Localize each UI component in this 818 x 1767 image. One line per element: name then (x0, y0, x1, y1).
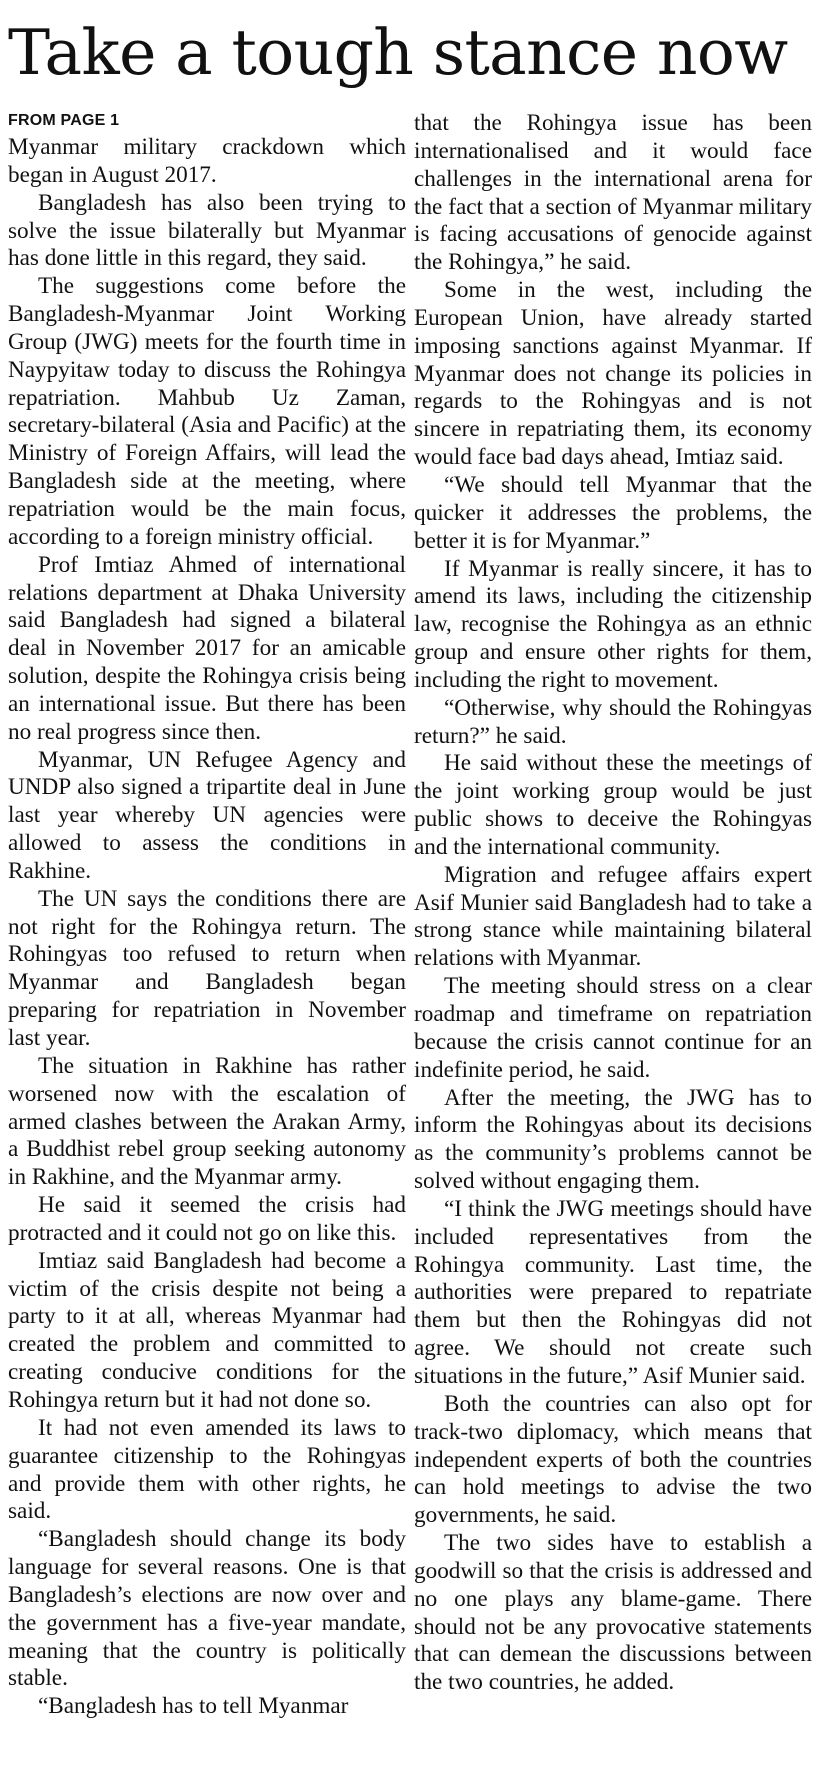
continued-from-label: FROM PAGE 1 (8, 112, 120, 129)
article-paragraph: Bangladesh has also been trying to solve the issue bilaterally but Myanmar has done little in this regard, they said. (8, 189, 406, 272)
article-paragraph: “Bangladesh has to tell Myanmar (38, 1693, 349, 1720)
article-paragraph: that the Rohingya issue has been internationalised and it would face challenges in the international arena for the fact that a section of Myanmar military is facing accusations of genocide against the Rohingya,” he said. (414, 110, 812, 276)
article-headline: Take a tough stance now (8, 16, 788, 89)
article-paragraph: The suggestions come before the Bangladesh-Myanmar Joint Working Group (JWG) meets for the fourth time in Naypyitaw today to discuss the Rohingya repatriation. Mahbub Uz Zaman, secretary-bilateral (Asia and Pacific) at the Ministry of Foreign Affairs, will lead the Bangladesh side at the meeting, where repatriation would be the main focus, according to a foreign ministry official. (8, 273, 406, 550)
article-paragraph: It had not even amended its laws to guarantee citizenship to the Rohingyas and provide them with other rights, he said. (8, 1414, 406, 1525)
article-paragraph: He said without these the meetings of the joint working group would be just public shows to deceive the Rohingyas and the international community. (414, 750, 812, 860)
right-column (414, 110, 812, 1697)
article-paragraph: He said it seemed the crisis had protracted and it could not go on like this. (8, 1192, 406, 1246)
article-paragraph: Some in the west, including the European Union, have already started imposing sanctions against Myanmar. If Myanmar does not change its policies in regards to the Rohingyas and is not sincere in repatriating them, its economy would face bad days ahead, Imtiaz said. (414, 277, 812, 471)
article-paragraph: Imtiaz said Bangladesh had become a victim of the crisis despite not being a party to it at all, whereas Myanmar had created the problem and committed to creating conducive conditions for the Rohingya return but it had not done so. (8, 1247, 406, 1413)
left-column (8, 110, 406, 1721)
article-paragraph: “We should tell Myanmar that the quicker it addresses the problems, the better it is for Myanmar.” (414, 471, 812, 554)
article-paragraph: If Myanmar is really sincere, it has to amend its laws, including the citizenship law, recognise the Rohingya as an ethnic group and ensure other rights for them, including the right to movement. (414, 555, 812, 693)
article-paragraph: Prof Imtiaz Ahmed of international relations department at Dhaka University said Bangladesh had signed a bilateral deal in November 2017 for an amicable solution, despite the Rohingya crisis being an international issue. But there has been no real progress since then. (8, 551, 406, 745)
article-paragraph: The UN says the conditions there are not right for the Rohingya return. The Rohingyas too refused to return when Myanmar and Bangladesh began preparing for repatriation in November last year. (8, 885, 406, 1051)
article-paragraph: “Otherwise, why should the Rohingyas return?” he said. (414, 694, 812, 749)
article-paragraph: “I think the JWG meetings should have included representatives from the Rohingya community. Last time, the authorities were prepared to repatriate them but then the Rohingyas did not agree. We should not create such situations in the future,” Asif Munier said. (414, 1195, 812, 1389)
article-paragraph: Migration and refugee affairs expert Asif Munier said Bangladesh had to take a strong stance while maintaining bilateral relations with Myanmar. (414, 861, 812, 972)
article-paragraph: Both the countries can also opt for track-two diplomacy, which means that independent experts of both the countries can hold meetings to advise the two governments, he said. (414, 1390, 812, 1529)
article-paragraph: Myanmar military crackdown which began in August 2017. (8, 134, 406, 188)
article-paragraph: The two sides have to establish a goodwill so that the crisis is addressed and no one plays any blame-game. There should not be any provocative statements that can demean the discussions between the two countries, he added. (414, 1530, 812, 1696)
article-paragraph: After the meeting, the JWG has to inform the Rohingyas about its decisions as the community’s problems cannot be solved without engaging them. (414, 1084, 812, 1195)
article-paragraph: Myanmar, UN Refugee Agency and UNDP also signed a tripartite deal in June last year whereby UN agencies were allowed to assess the conditions in Rakhine. (8, 746, 406, 884)
article-paragraph: The situation in Rakhine has rather worsened now with the escalation of armed clashes between the Arakan Army, a Buddhist rebel group seeking autonomy in Rakhine, and the Myanmar army. (8, 1052, 406, 1191)
article-paragraph: The meeting should stress on a clear roadmap and timeframe on repatriation because the crisis cannot continue for an indefinite period, he said. (414, 973, 812, 1083)
article-paragraph: “Bangladesh should change its body language for several reasons. One is that Bangladesh’s elections are now over and the government has a five-year mandate, meaning that the country is politically stable. (8, 1526, 406, 1692)
